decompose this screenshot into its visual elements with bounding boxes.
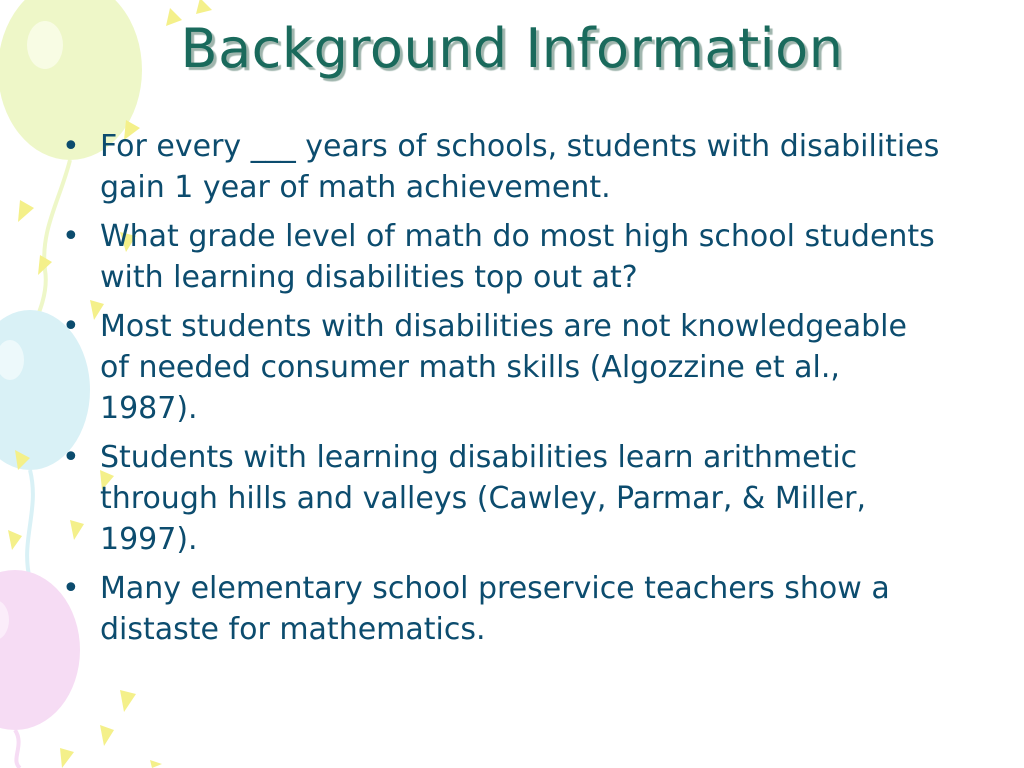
bullet-item — [62, 216, 942, 298]
bullet-dot-icon: • — [62, 571, 80, 606]
bullet-list — [62, 126, 942, 658]
bullet-item — [62, 126, 942, 208]
bullet-text: For every ___ years of schools, students with disabilities gain 1 year of math achievement. — [100, 129, 940, 205]
bullet-text: Many elementary school preservice teachers show a distaste for mathematics. — [100, 571, 890, 647]
slide-title: Background Information — [180, 17, 844, 80]
bullet-text: Students with learning disabilities learn arithmetic through hills and valleys (Cawley, Parmar, & Miller, 1997). — [100, 440, 867, 557]
bullet-item — [62, 437, 942, 560]
bullet-text: What grade level of math do most high school students with learning disabilities top out at? — [100, 219, 935, 295]
bullet-item — [62, 568, 942, 650]
bullet-dot-icon: • — [62, 219, 80, 254]
bullet-text: Most students with disabilities are not knowledgeable of needed consumer math skills (Algozzine et al., 1987). — [100, 309, 907, 426]
bullet-dot-icon: • — [62, 440, 80, 475]
bullet-dot-icon: • — [62, 129, 80, 164]
bullet-dot-icon: • — [62, 309, 80, 344]
bullet-item — [62, 306, 942, 429]
